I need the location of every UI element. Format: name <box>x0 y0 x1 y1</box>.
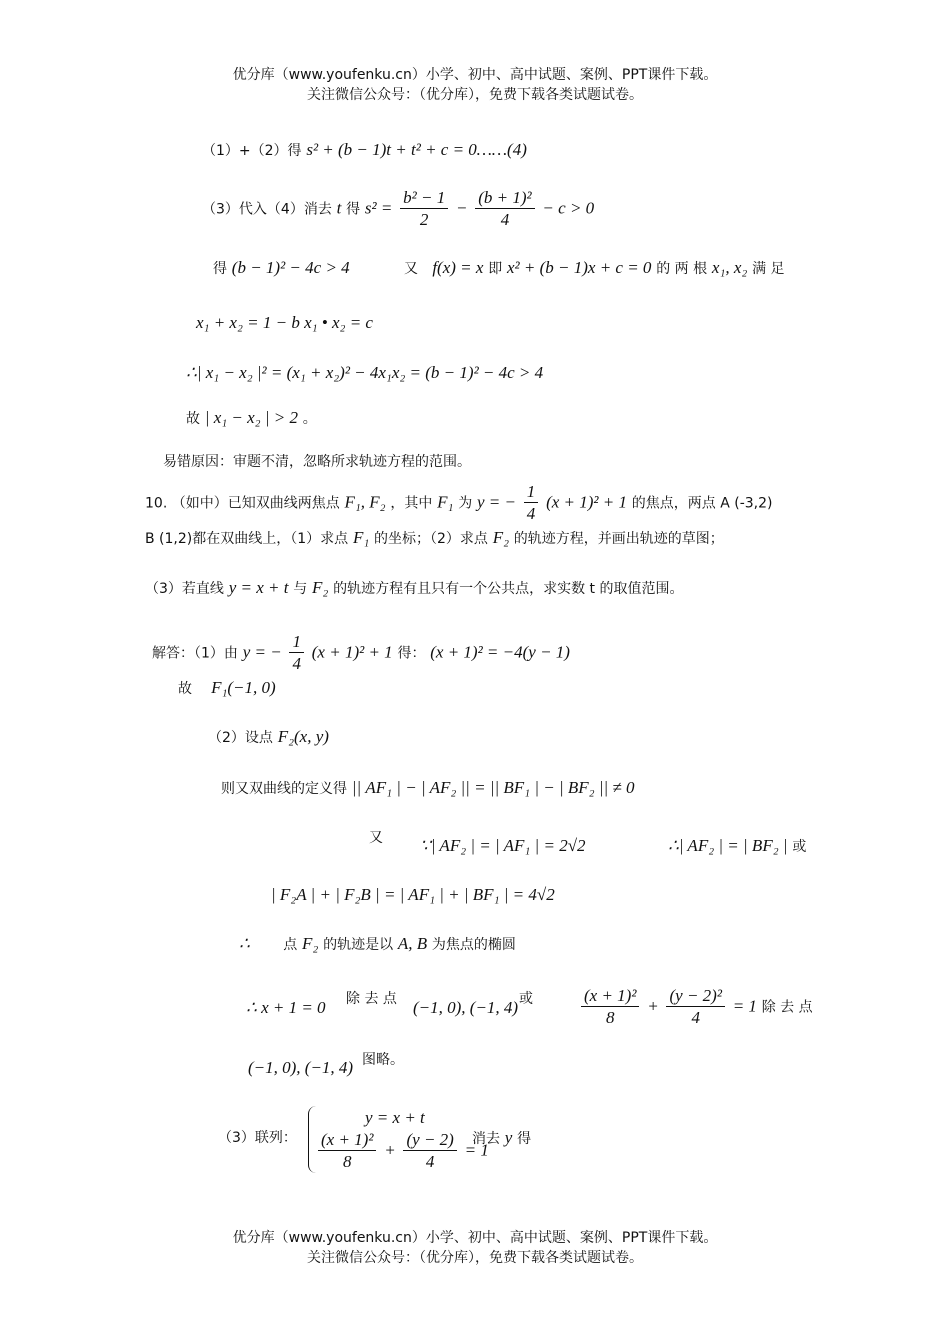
footer-line-2: 关注微信公众号：（优分库），免费下载各类试题试卷。 <box>307 1250 643 1266</box>
system-brace <box>308 1106 489 1173</box>
equation-lhs: s² = <box>364 198 393 218</box>
header-line-1: 优分库（www.youfenku.cn）小学、初中、高中试题、案例、PPT课件下载。 <box>232 67 718 83</box>
fraction-denominator: 8 <box>605 1008 615 1027</box>
fraction-denominator: 4 <box>691 1008 700 1027</box>
equation: | x₁ − x₂ | > 2 <box>204 408 298 427</box>
q10-f2: F₂ <box>312 578 329 597</box>
text-end: 。 <box>302 411 317 427</box>
p2-f2: F₂(x, y) <box>277 727 329 746</box>
equation-tail: − c > 0 <box>542 198 595 218</box>
locus-line <box>239 934 516 955</box>
fraction-numerator: 1 <box>524 482 539 503</box>
text-chuqudian: 除 去 点 <box>346 991 397 1007</box>
def-equation: || AF₁ | − | AF₂ || = || BF₁ | − | BF₂ || ≠ 0 <box>351 778 635 797</box>
result-equation: ∴ x + 1 = 0 <box>246 998 326 1017</box>
eq-line-2 <box>202 188 594 231</box>
fraction-numerator: (y − 2)² <box>666 986 724 1007</box>
fraction-numerator: (x + 1)² <box>581 986 639 1007</box>
q10-line-eq: y = x + t <box>228 578 289 597</box>
result-line-c <box>413 998 518 1018</box>
fraction-denominator: 8 <box>342 1152 352 1171</box>
sol-text: 解答：（1）由 <box>152 645 238 662</box>
text-huo: 或 <box>519 991 533 1007</box>
q10-text: 的轨迹方程，并画出轨迹的草图； <box>513 531 724 547</box>
operator: − <box>455 198 468 218</box>
locus-text: 为焦点的椭圆 <box>431 937 516 953</box>
p2-label: （2）设点 <box>208 730 273 746</box>
system-line-1: y = x + t <box>365 1108 425 1127</box>
text-huo: 或 <box>792 839 807 855</box>
q10-f1: F₁ <box>352 528 370 547</box>
def-label: 则又双曲线的定义得 <box>221 781 347 797</box>
equation: ∴| x₁ − x₂ |² = (x₁ + x₂)² − 4x₁x₂ = (b − 1)² − 4c > 4 <box>186 363 544 382</box>
question-10-line-1 <box>145 482 773 525</box>
operator: + <box>647 996 659 1016</box>
text-manzu: 满 足 <box>752 261 785 277</box>
question-10-line-2 <box>145 528 724 549</box>
q10-text: 的焦点，两点 A (-3,2) <box>631 495 773 512</box>
f1-coordinate: F₁(−1, 0) <box>211 678 276 697</box>
eq-line-3 <box>213 258 350 279</box>
q10-text: 的轨迹方程有且只有一个公共点，求实数 t 的取值范围。 <box>333 581 684 597</box>
result-line-d <box>519 988 533 1009</box>
excluded-points: (−1, 0), (−1, 4) <box>248 1058 354 1077</box>
eq-line-1 <box>202 140 527 161</box>
fraction <box>666 986 724 1029</box>
sol-text: 得： <box>397 645 426 662</box>
thus-equation: ∴| AF₂ | = | BF₂ | <box>668 836 788 855</box>
thus-line <box>668 836 806 857</box>
fraction <box>524 482 539 525</box>
q10-f2: F₂ <box>492 528 510 547</box>
fraction-denominator: 4 <box>526 504 536 523</box>
fraction-numerator: (b + 1)² <box>475 188 534 209</box>
step-label: （3）代入（4）消去 <box>202 201 332 218</box>
fraction-denominator: 4 <box>425 1152 435 1171</box>
fraction-denominator: 4 <box>500 210 510 229</box>
fraction-numerator: 1 <box>289 632 304 653</box>
fraction-numerator: (y − 2) <box>403 1130 456 1151</box>
fraction <box>289 632 304 675</box>
eq-line-4 <box>196 313 373 333</box>
step-label: （1）+（2）得 <box>202 143 302 159</box>
fraction-numerator: b² − 1 <box>400 188 448 209</box>
q10-text: （3）若直线 <box>145 581 224 597</box>
ellipse-equation <box>578 986 813 1029</box>
text-de: 得 <box>213 261 227 277</box>
q10-text: 为 <box>458 495 473 512</box>
text-liang-gen: 的 两 根 <box>656 261 708 277</box>
excluded-points: (−1, 0), (−1, 4) <box>413 998 519 1017</box>
fraction-denominator: 4 <box>292 654 301 673</box>
q10-text: B (1,2)都在双曲线上，（1）求点 <box>145 531 349 547</box>
fraction <box>400 188 448 231</box>
q10-text: 的坐标；（2）求点 <box>374 531 488 547</box>
text-ji: 即 <box>488 261 503 277</box>
eliminate-line <box>472 1128 531 1149</box>
equals-one: = 1 <box>732 996 757 1016</box>
locus-text: 的轨迹是以 <box>323 937 394 953</box>
locus-ab: A, B <box>397 934 428 953</box>
solution-part-1 <box>152 632 570 675</box>
text-you: 又 <box>369 830 383 846</box>
q10-text: 10. （如中）已知双曲线两焦点 <box>145 495 340 512</box>
fraction-denominator: 2 <box>419 210 429 229</box>
q10-text: ，其中 <box>390 495 433 512</box>
text-gu: 故 <box>178 681 192 697</box>
equation-system <box>308 1106 489 1173</box>
sol-eq-lhs: y = − <box>242 642 282 662</box>
fraction <box>475 188 534 231</box>
text-gu: 故 <box>186 411 200 427</box>
q10-f1: F₁ <box>437 492 454 512</box>
header-line-2: 关注微信公众号：（优分库），免费下载各类试题试卷。 <box>307 87 643 103</box>
definition-line <box>221 778 635 799</box>
part-2-set <box>208 727 329 748</box>
f1-result <box>178 678 276 699</box>
q10-eq-lhs: y = − <box>477 492 517 512</box>
therefore-symbol: ∴ <box>239 934 250 953</box>
roots: x₁, x₂ <box>711 258 748 277</box>
equals-one: = 1 <box>464 1140 489 1160</box>
result-line-a <box>246 998 326 1018</box>
fraction <box>403 1130 456 1173</box>
error-note: 易错原因：审题不清，忽略所求轨迹方程的范围。 <box>163 454 471 470</box>
text-chuqudian: 除 去 点 <box>761 999 813 1016</box>
fraction <box>581 986 639 1029</box>
part-3-label: （3）联列： <box>218 1130 297 1146</box>
locus-f2: F₂ <box>302 934 319 953</box>
footer-line-1: 优分库（www.youfenku.cn）小学、初中、高中试题、案例、PPT课件下载。 <box>232 1230 718 1246</box>
locus-text: 点 <box>283 937 298 953</box>
text-tulue: 图略。 <box>362 1052 404 1068</box>
text-de: 得 <box>346 201 361 218</box>
result-line-b <box>346 988 397 1009</box>
text-de: 得 <box>517 1131 532 1147</box>
fraction <box>318 1130 376 1173</box>
eq-line-6 <box>186 408 317 429</box>
operator: + <box>384 1140 396 1160</box>
text-you: 又 <box>404 261 418 277</box>
sum-line <box>271 885 555 905</box>
sum-equation: | F₂A | + | F₂B | = | AF₁ | + | BF₁ | = 4√2 <box>271 885 555 904</box>
variable-t: t <box>336 198 342 218</box>
equation: f(x) = x <box>432 258 484 277</box>
equation: x₁ + x₂ = 1 − b x₁ • x₂ = c <box>196 313 373 332</box>
equation: s² + (b − 1)t + t² + c = 0……(4) <box>306 140 527 159</box>
equation: (b − 1)² − 4c > 4 <box>231 258 350 277</box>
q10-eq-rhs: (x + 1)² + 1 <box>546 492 627 512</box>
eq-line-3b <box>404 258 785 279</box>
variable-y: y <box>504 1128 513 1147</box>
q10-foci: F₁, F₂ <box>344 492 386 512</box>
since-equation: ∵| AF₂ | = | AF₁ | = 2√2 <box>420 836 586 855</box>
sol-eq-rhs: (x + 1)² + 1 <box>311 642 393 662</box>
fraction-numerator: (x + 1)² <box>318 1130 376 1151</box>
question-10-line-3 <box>145 578 684 599</box>
q10-text: 与 <box>293 581 308 597</box>
sol-result: (x + 1)² = −4(y − 1) <box>430 642 570 662</box>
equation: x² + (b − 1)x + c = 0 <box>506 258 652 277</box>
text-xiaoqu: 消去 <box>472 1131 500 1147</box>
since-line <box>420 836 586 856</box>
points-line <box>248 1058 353 1078</box>
eq-line-5 <box>186 363 543 383</box>
